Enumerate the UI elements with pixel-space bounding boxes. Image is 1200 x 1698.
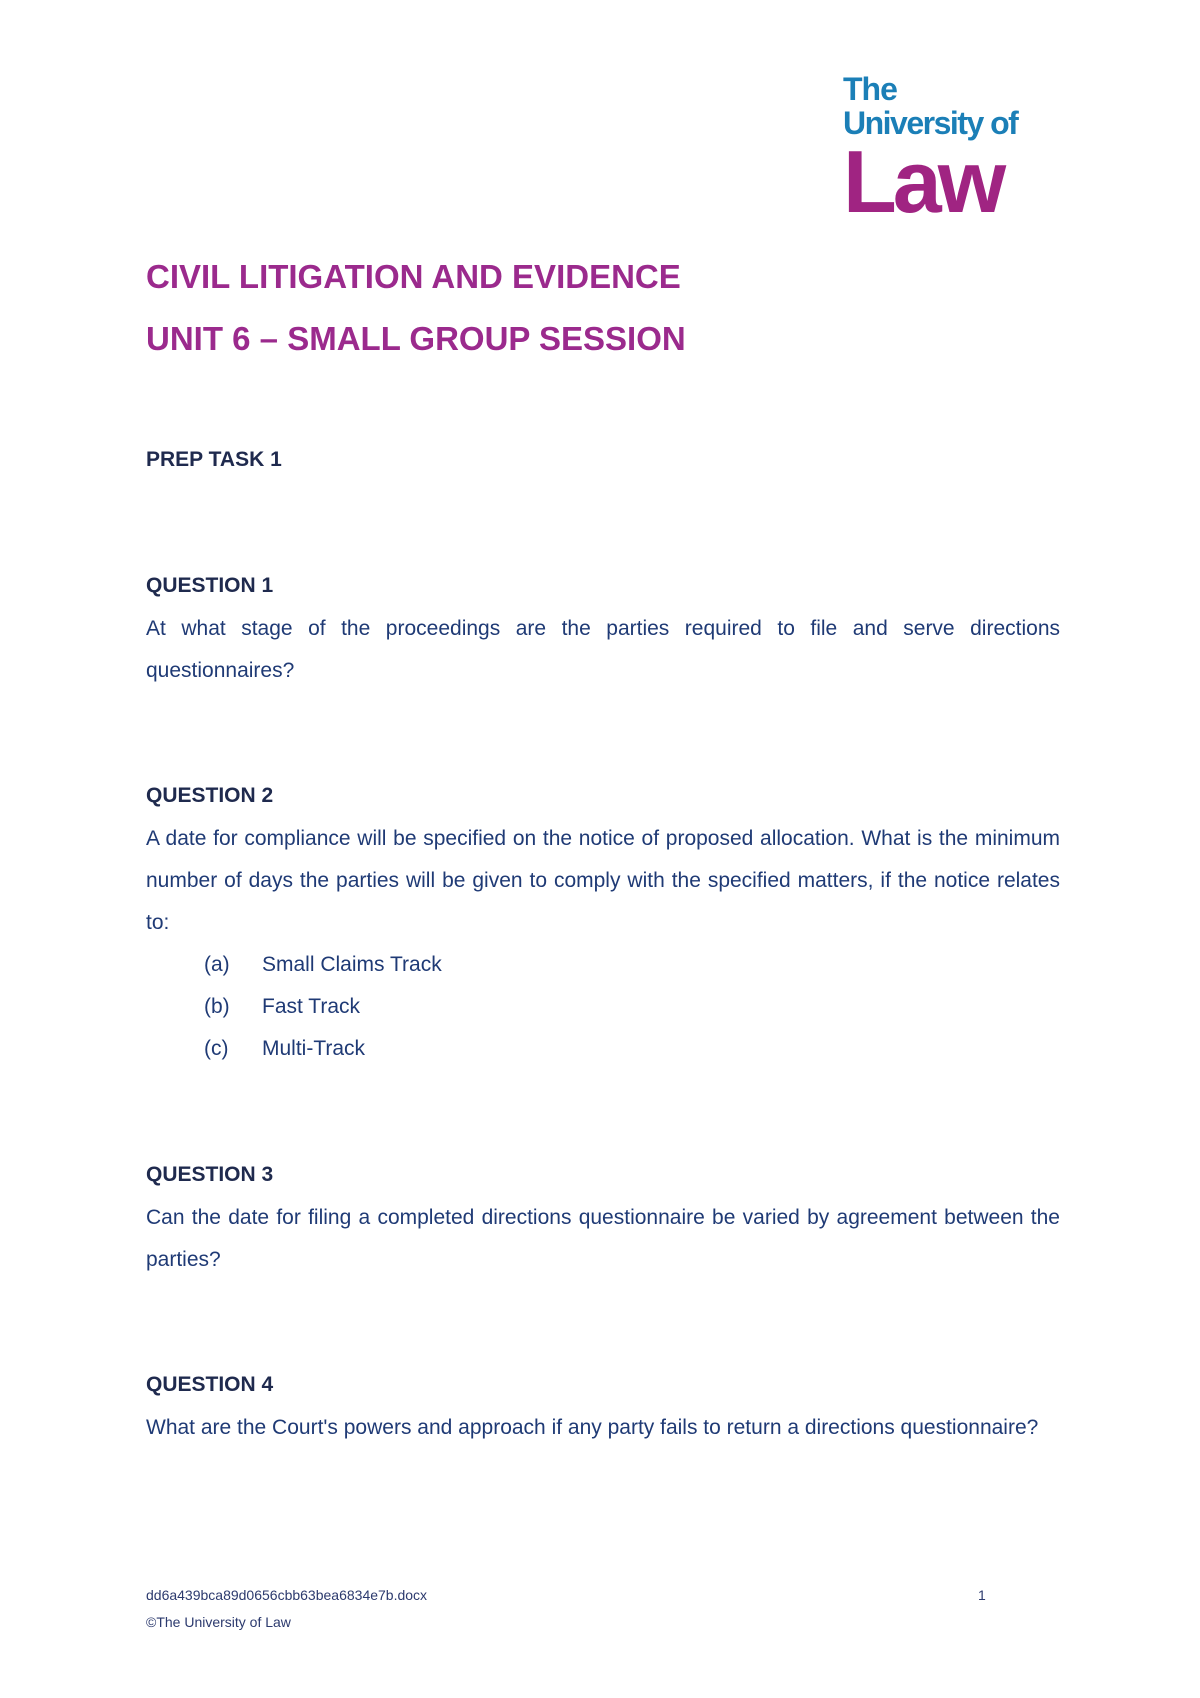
question-2-item-a-label: Small Claims Track (262, 953, 442, 976)
footer-copyright: ©The University of Law (146, 1614, 291, 1630)
question-2-text: A date for compliance will be specified on the notice of proposed allocation. What is the minimum number of days the parties will be given to comply with the specified matters, if the notice relates to: (146, 827, 1060, 934)
question-3-heading: QUESTION 3 (146, 1163, 274, 1186)
logo-line-law: Law (843, 132, 1003, 231)
university-logo (843, 71, 1023, 231)
question-1-text: At what stage of the proceedings are the parties required to file and serve directions questionnaires? (146, 617, 1060, 682)
question-2-item-c-label: Multi-Track (262, 1037, 366, 1060)
question-4-text: What are the Court's powers and approach if any party fails to return a directions questionnaire? (146, 1416, 1039, 1439)
logo-line-the: The (843, 71, 897, 107)
question-4-heading: QUESTION 4 (146, 1373, 274, 1396)
question-2-heading: QUESTION 2 (146, 784, 274, 807)
document-title: CIVIL LITIGATION AND EVIDENCE (146, 258, 681, 295)
question-2-item-b-marker: (b) (204, 995, 230, 1018)
prep-task-heading: PREP TASK 1 (146, 448, 282, 471)
document-subtitle: UNIT 6 – SMALL GROUP SESSION (146, 320, 686, 357)
logo-line-university: University of (843, 105, 1018, 141)
question-2-item-c-marker: (c) (204, 1037, 229, 1060)
question-1-heading: QUESTION 1 (146, 574, 274, 597)
footer-filename: dd6a439bca89d0656cbb63bea6834e7b.docx (146, 1587, 428, 1603)
footer-page-number: 1 (978, 1587, 986, 1603)
question-3-text: Can the date for filing a completed directions questionnaire be varied by agreement between the parties? (146, 1206, 1060, 1271)
question-2-item-b-label: Fast Track (262, 995, 361, 1018)
question-2-item-a-marker: (a) (204, 953, 230, 976)
